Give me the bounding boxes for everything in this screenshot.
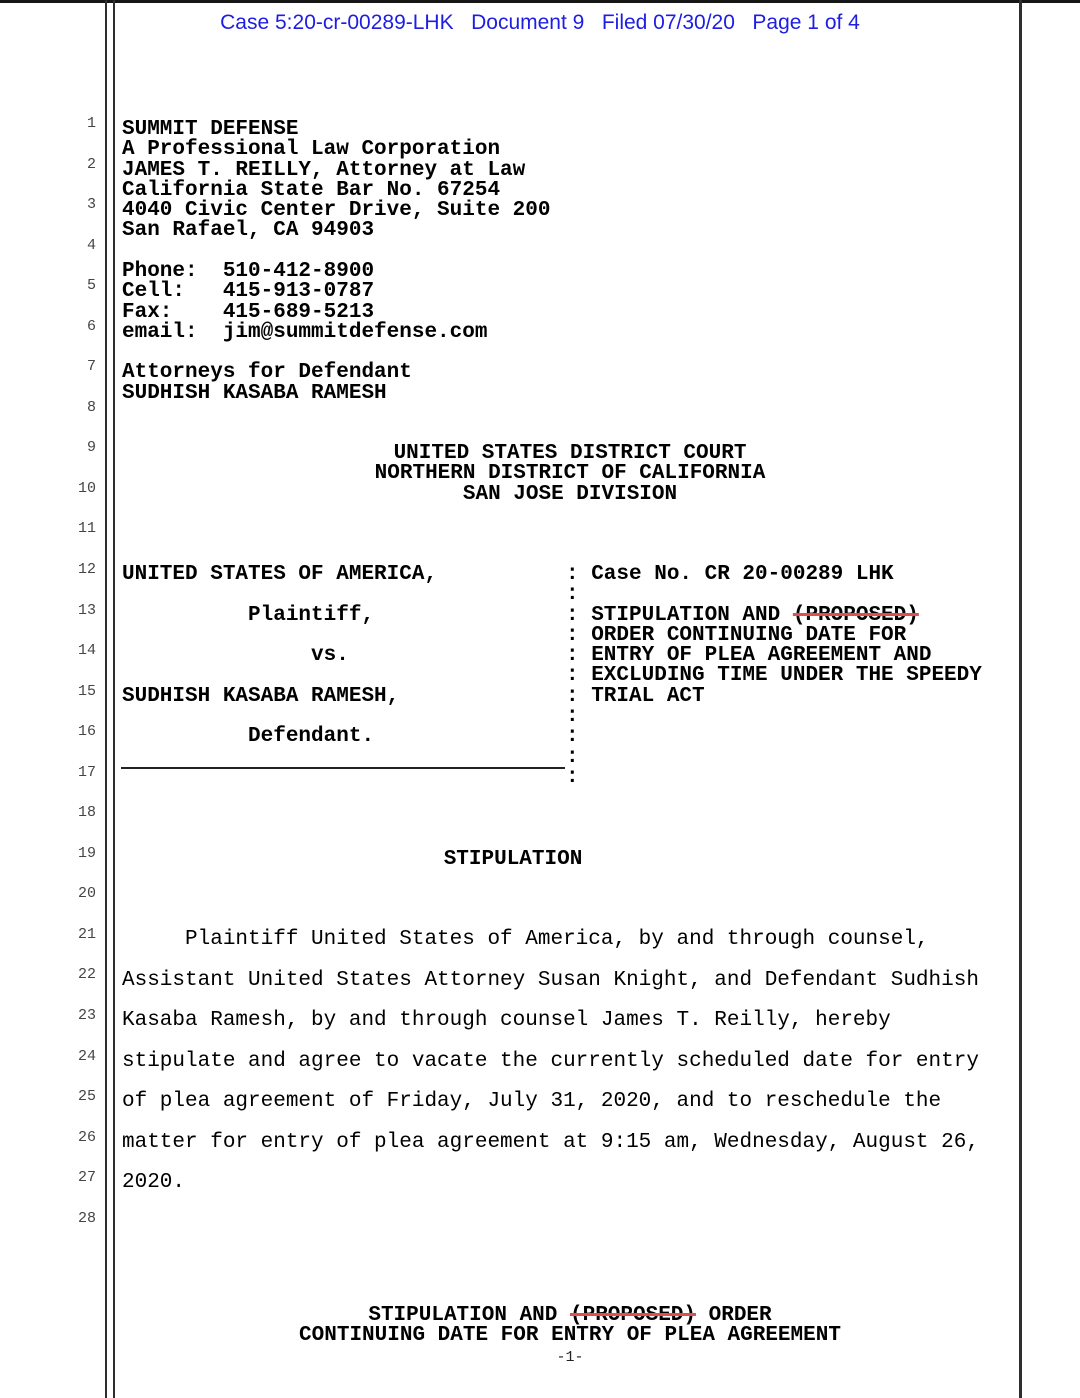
footer-proposed-struck-text: (PROPOSED) [569, 1304, 697, 1327]
line-number: 27 [77, 1169, 96, 1187]
stipulation-heading: STIPULATION [443, 848, 583, 871]
line-number: 12 [77, 561, 96, 579]
line-number: 6 [86, 317, 96, 335]
line-number: 7 [86, 358, 96, 376]
line-number: 2 [86, 155, 96, 173]
court-heading: UNITED STATES DISTRICT COURT NORTHERN DISTRICT OF CALIFORNIA SAN JOSE DIVISION [374, 442, 766, 506]
line-number: 1 [86, 115, 96, 132]
attorney-block: SUMMIT DEFENSE A Professional Law Corporation JAMES T. REILLY, Attorney at Law California State Bar No. 67254 4040 Civic Center Drive, Suite 200 San Rafael, CA 94903 Phone: 510-412-8900 Cell: 415-913-0787 Fax: 415-689-5213 email: jim@summitdefense.com Attorneys for Defendant SUDHISH KASABA RAMESH [122, 118, 551, 405]
line-number: 15 [77, 682, 96, 700]
line-number: 16 [77, 723, 96, 741]
line-number: 21 [77, 925, 96, 943]
caption-right-column [566, 565, 982, 788]
line-number: 22 [77, 966, 96, 984]
stipulation-body-paragraph: Plaintiff United States of America, by and through counsel, Assistant United States Attorney Susan Knight, and Defendant Sudhish Kasaba Ramesh, by and through counsel James T. Reilly, hereby stipulate and agree to vacate the currently scheduled date for entry of plea agreement of Friday, July 31, 2020, and to reschedule the matter for entry of plea agreement at 9:15 am, Wednesday, August 26, 2020. [122, 928, 979, 1195]
caption-underline [121, 767, 565, 769]
line-number: 3 [86, 196, 96, 214]
line-number: 23 [77, 1007, 96, 1025]
page-top-border [0, 0, 1080, 3]
case-caption [0, 563, 1080, 789]
line-number: 19 [77, 844, 96, 862]
line-number: 28 [77, 1209, 96, 1227]
footer-title-line2: CONTINUING DATE FOR ENTRY OF PLEA AGREEMENT [299, 1324, 841, 1348]
line-number: 4 [86, 236, 96, 254]
caption-title-prefix: : STIPULATION AND [566, 603, 793, 627]
line-number: 17 [77, 763, 96, 781]
footer-title-suffix: ORDER [696, 1304, 772, 1327]
line-number: 18 [77, 804, 96, 822]
line-number: 9 [86, 439, 96, 457]
caption-case-number: : Case No. CR 20-00289 LHK : [566, 563, 894, 607]
line-number: 5 [86, 277, 96, 295]
line-number: 25 [77, 1088, 96, 1106]
line-number: 24 [77, 1047, 96, 1065]
line-number: 11 [77, 520, 96, 538]
line-number: 8 [86, 398, 96, 416]
caption-title-lines: : ORDER CONTINUING DATE FOR : ENTRY OF PLEA AGREEMENT AND : EXCLUDING TIME UNDER THE SPEEDY : TRIAL ACT : : : : [566, 623, 982, 789]
ecf-filing-stamp: Case 5:20-cr-00289-LHK Document 9 Filed 07/30/20 Page 1 of 4 [220, 11, 860, 34]
footer-title-prefix: STIPULATION AND [368, 1304, 570, 1327]
document-footer [120, 1306, 1020, 1366]
footer-title-line1 [120, 1306, 1020, 1326]
line-number: 26 [77, 1128, 96, 1146]
line-number: 13 [77, 601, 96, 619]
line-number: 14 [77, 642, 96, 660]
page-number: -1- [556, 1348, 584, 1366]
line-number: 20 [77, 885, 96, 903]
caption-title-first-line [566, 603, 982, 627]
caption-parties: UNITED STATES OF AMERICA, Plaintiff, vs. SUDHISH KASABA RAMESH, Defendant. [122, 563, 438, 749]
caption-proposed-struck-text: (PROPOSED) [792, 603, 919, 627]
line-number: 10 [77, 479, 96, 497]
